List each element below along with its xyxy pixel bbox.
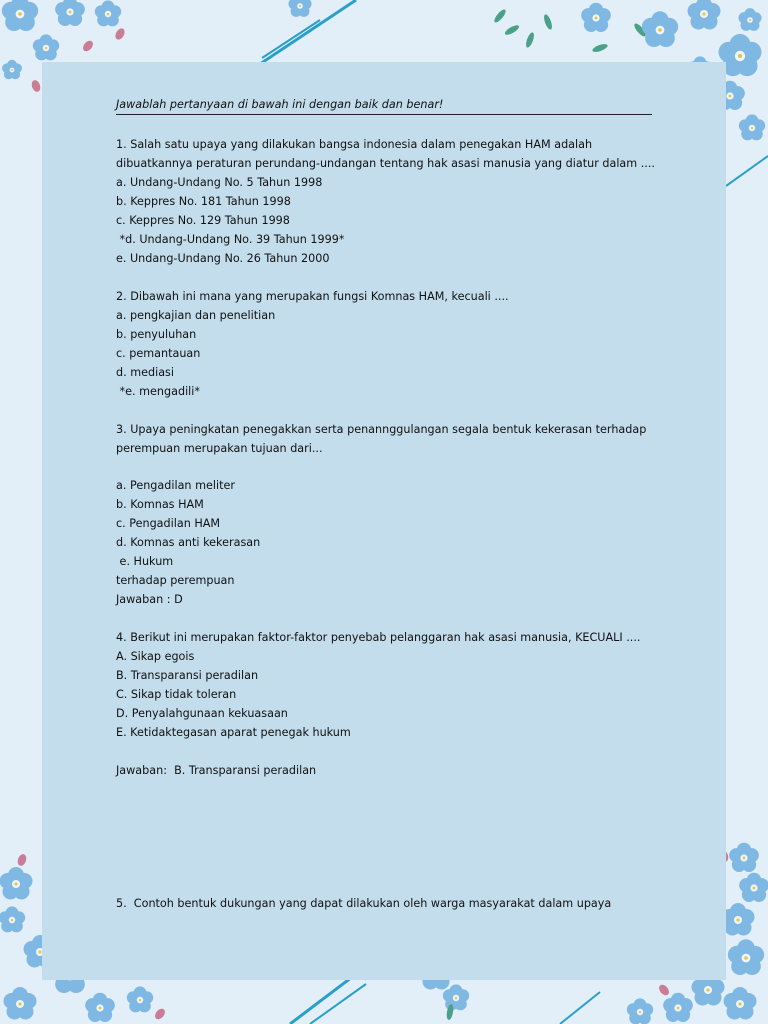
question-2-option-a: a. pengkajian dan penelitian (116, 309, 276, 322)
question-3-text-line-2: perempuan merupakan tujuan dari... (116, 442, 323, 455)
question-1-option-b: b. Keppres No. 181 Tahun 1998 (116, 195, 291, 208)
question-1-text-line-2: dibuatkannya peraturan perundang-undangan tentang hak asasi manusia yang diatur dalam .... (116, 157, 655, 170)
question-1-option-e: e. Undang-Undang No. 26 Tahun 2000 (116, 252, 330, 265)
question-1-option-d: *d. Undang-Undang No. 39 Tahun 1999* (116, 233, 345, 246)
question-1-option-c: c. Keppres No. 129 Tahun 1998 (116, 214, 290, 227)
question-3-option-e: e. Hukum (116, 555, 174, 568)
question-4-option-d: D. Penyalahgunaan kekuasaan (116, 707, 288, 720)
question-3-option-e-continued: terhadap perempuan (116, 574, 235, 587)
question-4-option-a: A. Sikap egois (116, 650, 195, 663)
question-3-option-d: d. Komnas anti kekerasan (116, 536, 261, 549)
question-4-text: 4. Berikut ini merupakan faktor-faktor penyebab pelanggaran hak asasi manusia, KECUALI .... (116, 631, 641, 644)
question-2-option-b: b. penyuluhan (116, 328, 197, 341)
question-1-option-a: a. Undang-Undang No. 5 Tahun 1998 (116, 176, 323, 189)
question-2-option-e: *e. mengadili* (116, 385, 200, 398)
question-2-text: 2. Dibawah ini mana yang merupakan fungsi Komnas HAM, kecuali .... (116, 290, 509, 303)
question-4-option-b: B. Transparansi peradilan (116, 669, 259, 682)
question-2-option-d: d. mediasi (116, 366, 174, 379)
instruction-header: Jawablah pertanyaan di bawah ini dengan baik dan benar! (116, 96, 652, 115)
question-1-text-line-1: 1. Salah satu upaya yang dilakukan bangsa indonesia dalam penegakan HAM adalah (116, 138, 593, 151)
question-4-answer: Jawaban: B. Transparansi peradilan (116, 764, 317, 777)
question-3-option-c: c. Pengadilan HAM (116, 517, 221, 530)
question-4-option-e: E. Ketidaktegasan aparat penegak hukum (116, 726, 351, 739)
question-3-text-line-1: 3. Upaya peningkatan penegakkan serta penannggulangan segala bentuk kekerasan terhadap (116, 423, 647, 436)
question-3-option-a: a. Pengadilan meliter (116, 479, 235, 492)
question-2-option-c: c. pemantauan (116, 347, 201, 360)
question-4-option-c: C. Sikap tidak toleran (116, 688, 237, 701)
question-5-text: 5. Contoh bentuk dukungan yang dapat dilakukan oleh warga masyarakat dalam upaya (116, 897, 612, 910)
question-3-option-b: b. Komnas HAM (116, 498, 204, 511)
question-3-answer: Jawaban : D (116, 593, 183, 606)
